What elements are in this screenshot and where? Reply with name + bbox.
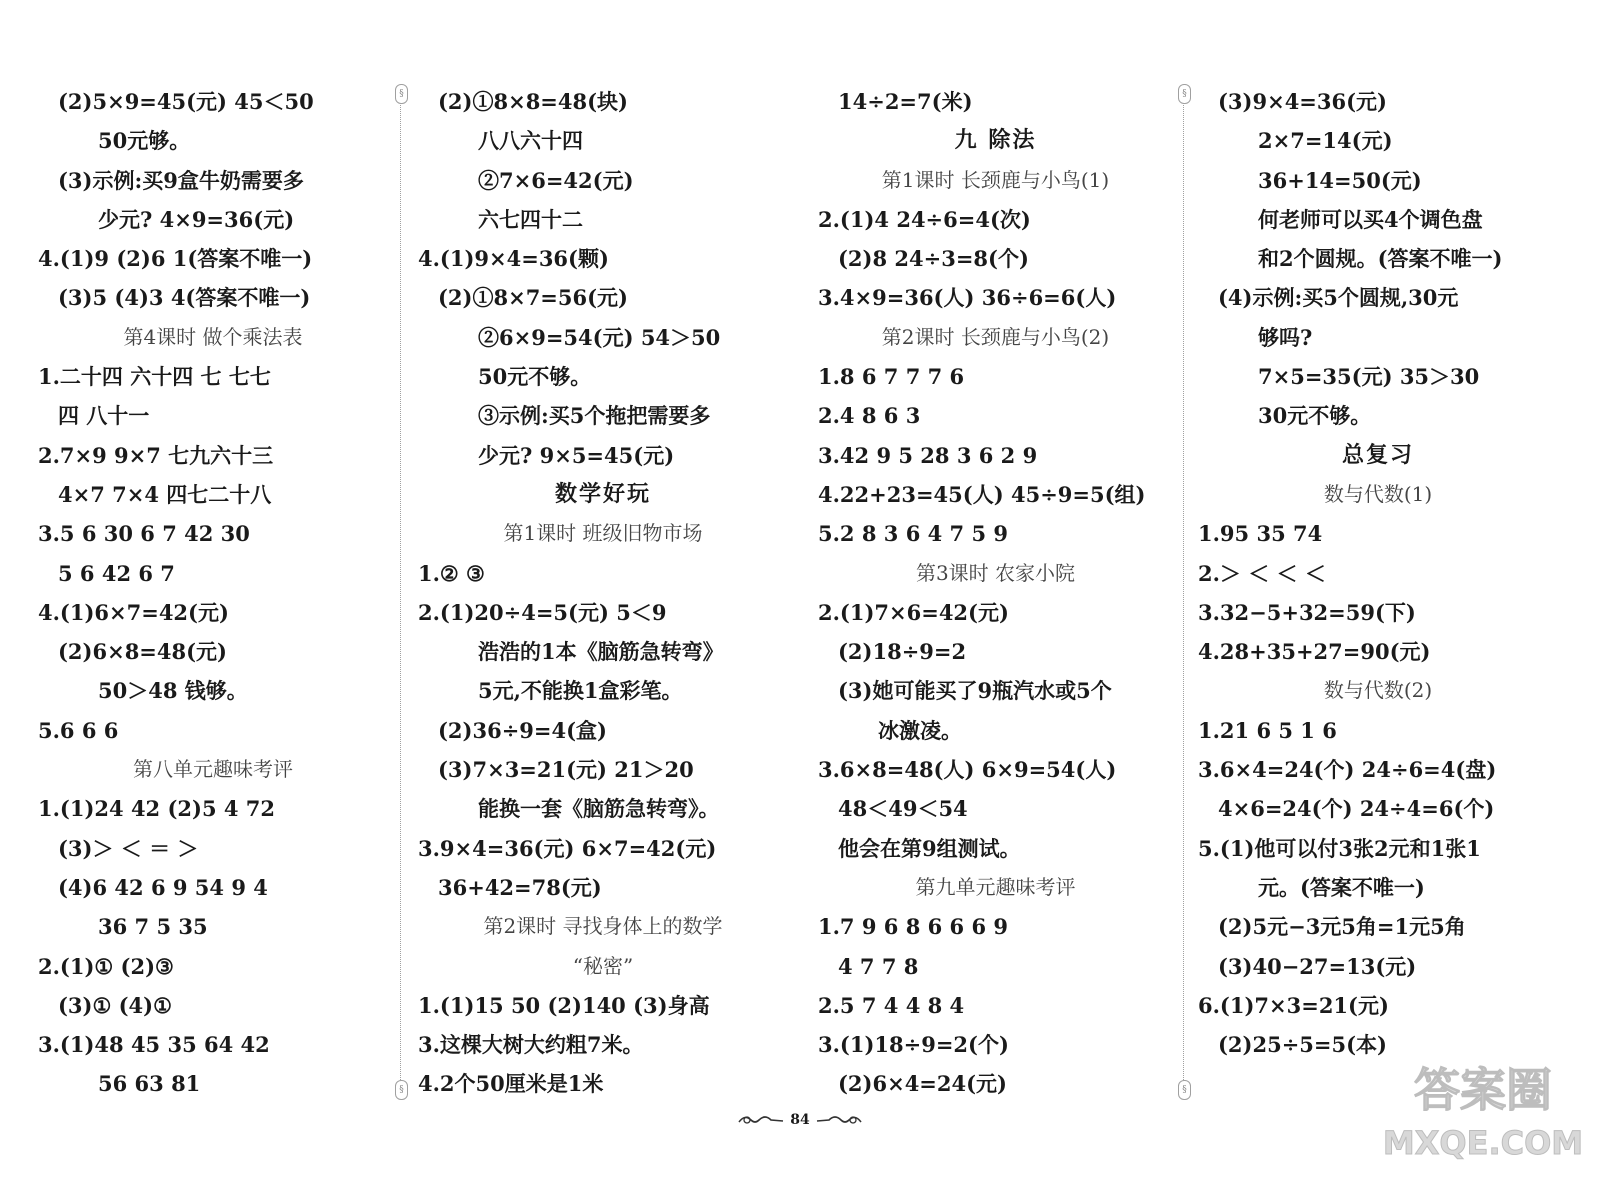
- answer-line: (2)5元−3元5角=1元5角: [1218, 914, 1466, 940]
- answer-line: (3)9×4=36(元): [1218, 89, 1387, 114]
- answer-line: 50元不够。: [478, 364, 592, 390]
- section-heading: 第3课时 农家小院: [915, 560, 1076, 585]
- answer-line: 4×7 7×4 四七二十八: [58, 481, 272, 507]
- answer-line: 四 八十一: [58, 403, 150, 429]
- answer-line: 3.6×4=24(个) 24÷6=4(盘): [1198, 757, 1497, 783]
- answer-line: (2)8 24÷3=8(个): [838, 246, 1029, 272]
- answer-line: 他会在第9组测试。: [838, 835, 1021, 861]
- answer-line: (3)她可能买了9瓶汽水或5个: [838, 678, 1112, 704]
- section-heading: 第4课时 做个乘法表: [123, 324, 303, 349]
- svg-text:答案圈: 答案圈: [1414, 1063, 1552, 1117]
- answer-line: 1.8 6 7 7 7 6: [818, 364, 965, 390]
- answer-line: (3)＞ ＜ ＝ ＞: [58, 835, 199, 861]
- answer-line: 少元? 9×5=45(元): [478, 442, 675, 468]
- answer-line: 冰激凌。: [878, 717, 962, 743]
- answer-line: 48＜49＜54: [838, 796, 968, 822]
- answer-line: (2)18÷9=2: [838, 639, 967, 665]
- answer-line: 3.5 6 30 6 7 42 30: [38, 521, 250, 547]
- section-heading: 数与代数(2): [1323, 678, 1433, 703]
- answer-line: 2.7×9 9×7 七九六十三: [38, 442, 274, 468]
- answer-line: 4×6=24(个) 24÷4=6(个): [1218, 796, 1495, 822]
- answer-line: 3.(1)18÷9=2(个): [818, 1032, 1009, 1058]
- answer-line: ②7×6=42(元): [478, 167, 634, 193]
- answer-line: 1.② ③: [418, 560, 485, 586]
- answer-line: 1.(1)24 42 (2)5 4 72: [38, 796, 276, 822]
- answer-line: 36 7 5 35: [98, 914, 208, 940]
- answer-line: (2)6×4=24(元): [838, 1071, 1007, 1097]
- column-divider: [1182, 88, 1187, 1096]
- section-heading: 第八单元趣味考评: [133, 757, 293, 782]
- answer-line: 浩浩的1本《脑筋急转弯》: [478, 639, 724, 665]
- section-heading: 数学好玩: [554, 480, 651, 507]
- answer-line: ③示例:买5个拖把需要多: [478, 403, 711, 429]
- answer-line: (3)示例:买9盒牛奶需要多: [58, 167, 304, 193]
- watermark-logo: [1383, 1051, 1583, 1171]
- answer-line: 36+42=78(元): [438, 874, 602, 900]
- answer-line: 4.(1)9×4=36(颗): [418, 246, 609, 272]
- answer-line: (4)6 42 6 9 54 9 4: [58, 874, 268, 900]
- divider-ornament: §: [1178, 84, 1191, 104]
- answer-line: 3.4×9=36(人) 36÷6=6(人): [818, 285, 1117, 311]
- answer-line: 4 7 7 8: [838, 953, 919, 979]
- page-number: 84: [790, 1112, 810, 1128]
- answer-line: 6.(1)7×3=21(元): [1198, 992, 1389, 1018]
- answer-line: 2.4 8 6 3: [818, 403, 921, 429]
- answer-line: (2)6×8=48(元): [58, 639, 227, 665]
- answer-line: 和2个圆规。(答案不唯一): [1258, 246, 1503, 272]
- divider-ornament: §: [395, 1080, 408, 1100]
- answer-line: 2×7=14(元): [1258, 128, 1393, 154]
- cloud-ornament-left-icon: [737, 1112, 785, 1128]
- answer-line: (2)5×9=45(元) 45＜50: [58, 89, 314, 114]
- section-heading: 总复习: [1341, 441, 1414, 468]
- answer-line: 4.28+35+27=90(元): [1198, 639, 1431, 665]
- answer-line: 4.(1)9 (2)6 1(答案不唯一): [38, 246, 313, 272]
- cloud-ornament-right-icon: [815, 1112, 863, 1128]
- answer-line: 50＞48 钱够。: [98, 678, 248, 704]
- answer-line: 56 63 81: [98, 1071, 201, 1097]
- answer-column-3: [818, 82, 1173, 1104]
- answer-line: (3)7×3=21(元) 21＞20: [438, 757, 694, 783]
- answer-line: 1.95 35 74: [1198, 521, 1323, 547]
- answer-line: 30元不够。: [1258, 403, 1372, 429]
- divider-ornament: §: [395, 84, 408, 104]
- section-heading: 第2课时 寻找身体上的数学: [483, 914, 723, 939]
- answer-line: (2)①8×7=56(元): [438, 285, 628, 311]
- answer-line: 能换一套《脑筋急转弯》。: [478, 796, 720, 822]
- answer-line: 4.22+23=45(人) 45÷9=5(组): [818, 481, 1146, 507]
- answer-column-4: [1198, 82, 1558, 1064]
- answer-line: (3)5 (4)3 4(答案不唯一): [58, 285, 311, 311]
- answer-line: 够吗?: [1258, 324, 1313, 350]
- answer-line: (2)①8×8=48(块): [438, 89, 628, 114]
- answer-line: 3.(1)48 45 35 64 42: [38, 1032, 270, 1058]
- answer-line: 5.6 6 6: [38, 717, 119, 743]
- svg-text:MXQE.COM: MXQE.COM: [1383, 1124, 1583, 1162]
- answer-line: 1.二十四 六十四 七 七七: [38, 364, 271, 390]
- section-heading: 第1课时 班级旧物市场: [503, 521, 703, 546]
- answer-line: 1.(1)15 50 (2)140 (3)身高: [418, 992, 710, 1018]
- answer-line: 少元? 4×9=36(元): [98, 206, 295, 232]
- answer-line: (2)36÷9=4(盒): [438, 717, 607, 743]
- answer-line: 3.32−5+32=59(下): [1198, 599, 1416, 625]
- answer-line: 2.(1)4 24÷6=4(次): [818, 206, 1031, 232]
- answer-line: 2.＞ ＜ ＜ ＜: [1198, 560, 1326, 586]
- section-heading: 第九单元趣味考评: [915, 874, 1076, 899]
- answer-line: 50元够。: [98, 128, 191, 154]
- answer-line: (3)40−27=13(元): [1218, 953, 1417, 979]
- page-footer: [0, 1108, 1600, 1132]
- section-heading: “秘密”: [572, 953, 634, 978]
- divider-ornament: §: [1178, 1080, 1191, 1100]
- answer-line: 2.(1)① (2)③: [38, 953, 174, 979]
- answer-line: (4)示例:买5个圆规,30元: [1218, 285, 1459, 311]
- answer-line: 2.(1)20÷4=5(元) 5＜9: [418, 599, 667, 625]
- answer-line: 3.42 9 5 28 3 6 2 9: [818, 442, 1038, 468]
- section-heading: 数与代数(1): [1323, 481, 1433, 506]
- answer-line: 5.(1)他可以付3张2元和1张1: [1198, 835, 1481, 861]
- answer-line: ②6×9=54(元) 54＞50: [478, 324, 721, 350]
- answer-line: 4.(1)6×7=42(元): [38, 599, 229, 625]
- answer-column-2: [418, 82, 788, 1104]
- answer-column-1: [38, 82, 388, 1104]
- answer-line: 1.7 9 6 8 6 6 6 9: [818, 914, 1008, 940]
- answer-line: 六七四十二: [478, 206, 583, 232]
- answer-line: (2)25÷5=5(本): [1218, 1032, 1387, 1058]
- answer-line: 5元,不能换1盒彩笔。: [478, 678, 683, 704]
- answer-line: 1.21 6 5 1 6: [1198, 717, 1337, 743]
- answer-line: 2.(1)7×6=42(元): [818, 599, 1009, 625]
- section-heading: 第1课时 长颈鹿与小鸟(1): [881, 167, 1110, 192]
- answer-line: 2.5 7 4 4 8 4: [818, 992, 965, 1018]
- answer-line: 何老师可以买4个调色盘: [1258, 206, 1483, 232]
- watermark-logo-icon: [1383, 1051, 1583, 1171]
- column-divider: [399, 88, 404, 1096]
- answer-line: 7×5=35(元) 35＞30: [1258, 364, 1480, 390]
- section-heading: 第2课时 长颈鹿与小鸟(2): [881, 324, 1110, 349]
- answer-line: 36+14=50(元): [1258, 167, 1422, 193]
- answer-line: 14÷2=7(米): [838, 89, 973, 114]
- answer-line: 八八六十四: [478, 128, 583, 154]
- answer-line: 3.9×4=36(元) 6×7=42(元): [418, 835, 717, 861]
- answer-line: 5.2 8 3 6 4 7 5 9: [818, 521, 1008, 547]
- answer-line: 3.6×8=48(人) 6×9=54(人): [818, 757, 1117, 783]
- answer-line: 3.这棵大树大约粗7米。: [418, 1032, 644, 1058]
- answer-line: 4.2个50厘米是1米: [418, 1071, 604, 1097]
- section-heading: 九 除法: [954, 127, 1037, 154]
- answer-line: 5 6 42 6 7: [58, 560, 175, 586]
- answer-line: 元。(答案不唯一): [1258, 874, 1425, 900]
- answer-line: (3)① (4)①: [58, 992, 172, 1018]
